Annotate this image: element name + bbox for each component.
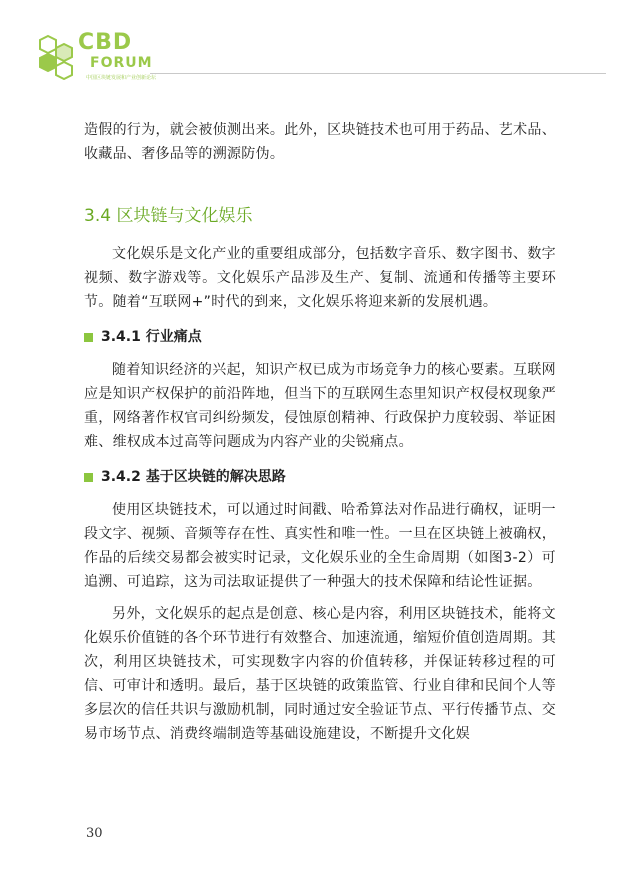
page-header	[0, 0, 640, 80]
section-title: 3.4 区块链与文化娱乐	[84, 206, 253, 226]
paragraph-pain-points: 随着知识经济的兴起，知识产权已成为市场竞争力的核心要素。互联网应是知识产权保护的前沿阵地，但当下的互联网生态里知识产权侵权现象严重，网络著作权官司纠纷频发，侵蚀原创精神、行政保护力度较弱、举证困难、维权成本过高等问题成为内容产业的尖锐痛点。	[84, 362, 556, 450]
subsection-title-text: 3.4.1 行业痛点	[101, 329, 202, 345]
subsection-title-solution	[84, 466, 556, 488]
subsection-title-text: 3.4.2 基于区块链的解决思路	[101, 469, 286, 485]
logo-text-main: CBD	[78, 30, 133, 55]
subsection-title-pain-points	[84, 326, 556, 348]
green-square-bullet-icon	[84, 473, 93, 482]
paragraph-solution-2: 另外，文化娱乐的起点是创意、核心是内容，利用区块链技术，能将文化娱乐价值链的各个环节进行有效整合、加速流通，缩短价值创造周期。其次，利用区块链技术，可实现数字内容的价值转移，并保证转移过程的可信、可审计和透明。最后，基于区块链的政策监管、行业自律和民间个人等多层次的信任共识与激励机制，同时通过安全验证节点、平行传播节点、交易市场节点、消费终端制造等基础设施建设，不断提升文化娱	[84, 606, 556, 742]
page-number: 30	[86, 826, 103, 841]
green-square-bullet-icon	[84, 333, 93, 342]
header-divider	[150, 73, 606, 74]
logo-tagline: 中国区块链发展和产业创新论坛	[86, 75, 157, 81]
logo-text-sub: FORUM	[90, 55, 153, 71]
page-content	[84, 118, 556, 746]
paragraph-solution-1: 使用区块链技术，可以通过时间戳、哈希算法对作品进行确权，证明一段文字、视频、音频等存在性、真实性和唯一性。一旦在区块链上被确权，作品的后续交易都会被实时记录，文化娱乐业的全生命周期（如图3-2）可追溯、可追踪，这为司法取证提供了一种强大的技术保障和结论性证据。	[84, 502, 556, 590]
hexagon-cluster-icon	[34, 34, 78, 80]
cbd-forum-logo	[34, 28, 184, 84]
paragraph-continued: 造假的行为，就会被侦测出来。此外，区块链技术也可用于药品、艺术品、收藏品、奢侈品等的溯源防伪。	[84, 122, 556, 162]
paragraph-intro: 文化娱乐是文化产业的重要组成部分，包括数字音乐、数字图书、数字视频、数字游戏等。文化娱乐产品涉及生产、复制、流通和传播等主要环节。随着“互联网+”时代的到来，文化娱乐将迎来新的发展机遇。	[84, 246, 556, 310]
